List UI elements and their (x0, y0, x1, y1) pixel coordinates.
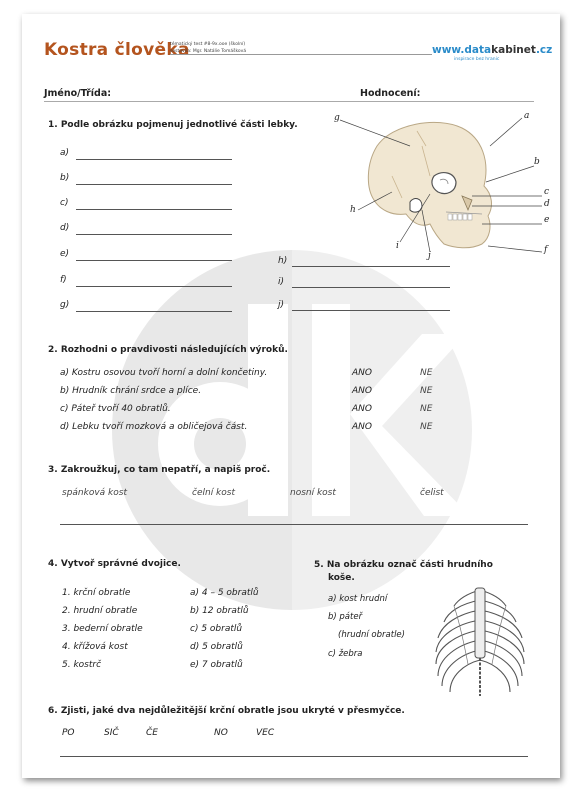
q4-right-b: b) 12 obratlů (190, 606, 249, 616)
q2-no-c[interactable]: NE (420, 404, 433, 414)
q4-left-3: 3. bederní obratle (62, 624, 143, 634)
skull-label-d: d (544, 199, 550, 209)
q2-yes-b[interactable]: ANO (352, 386, 372, 396)
q1-label-j: j) (278, 300, 285, 310)
skull-label-f: f (544, 245, 548, 255)
question-3: 3. Zakroužkuj, co tam nepatří, a napiš proč. (48, 465, 271, 475)
skull-label-g: g (334, 113, 340, 123)
q2-no-a[interactable]: NE (420, 368, 433, 378)
q4-left-2: 2. hrudní obratle (62, 606, 138, 616)
q2-statement-b: b) Hrudník chrání srdce a plíce. (60, 386, 202, 396)
q1-label-g: g) (60, 300, 70, 310)
grade-label: Hodnocení: (360, 88, 421, 99)
q3-word-1[interactable]: spánková kost (62, 488, 127, 498)
q5-item-b-note: (hrudní obratle) (338, 630, 405, 640)
question-5 (314, 559, 493, 585)
q1-answer-line-e[interactable] (76, 260, 232, 261)
name-label: Jméno/Třída: (44, 88, 112, 99)
skull-label-i: i (396, 241, 399, 251)
q6-answer-line[interactable] (60, 756, 528, 757)
site-tagline: inspirace bez hranic (454, 57, 500, 62)
q2-statement-a: a) Kostru osovou tvoří horní a dolní končetiny. (60, 368, 268, 378)
site-part-2: kabinet (491, 44, 536, 56)
skull-label-c: c (544, 187, 550, 197)
worksheet-page (22, 14, 560, 778)
q4-right-e: e) 7 obratlů (190, 660, 243, 670)
question-1: 1. Podle obrázku pojmenuj jednotlivé části lebky. (48, 120, 298, 130)
question-6: 6. Zjisti, jaké dva nejdůležitější krční obratle jsou ukryté v přesmyčce. (48, 706, 405, 716)
skull-label-h: h (350, 205, 356, 215)
q2-yes-a[interactable]: ANO (352, 368, 372, 378)
skull-illustration (322, 106, 550, 261)
q5-item-b: b) páteř (328, 612, 363, 622)
q4-right-a: a) 4 – 5 obratlů (190, 588, 259, 598)
q3-answer-line[interactable] (60, 524, 528, 525)
q2-no-b[interactable]: NE (420, 386, 433, 396)
q6-syllable-1: PO (62, 728, 75, 738)
q6-syllable-3: ČE (146, 728, 158, 738)
q5-item-a: a) kost hrudní (328, 594, 388, 604)
site-part-1: www.data (432, 44, 492, 56)
q1-label-d: d) (60, 223, 70, 233)
q1-label-a: a) (60, 148, 70, 158)
q2-yes-d[interactable]: ANO (352, 422, 372, 432)
q1-answer-line-j[interactable] (292, 310, 450, 311)
q1-answer-line-g[interactable] (76, 311, 232, 312)
q6-syllable-2: SIČ (104, 728, 119, 738)
q4-left-5: 5. kostrč (62, 660, 102, 670)
q1-answer-line-i[interactable] (292, 287, 450, 288)
q1-label-c: c) (60, 198, 69, 208)
question-2: 2. Rozhodni o pravdivosti následujících výroků. (48, 345, 288, 355)
site-logo-text (432, 44, 552, 56)
q2-statement-d: d) Lebku tvoří mozková a obličejová část. (60, 422, 248, 432)
q4-left-4: 4. křížová kost (62, 642, 128, 652)
q5-text-line-1: 5. Na obrázku označ části hrudního (314, 560, 493, 570)
skull-label-e: e (544, 215, 550, 225)
q1-answer-line-b[interactable] (76, 184, 232, 185)
q1-answer-line-a[interactable] (76, 159, 232, 160)
q1-label-h: h) (278, 256, 288, 266)
site-part-3: .cz (535, 44, 553, 56)
q3-word-3[interactable]: nosní kost (290, 488, 336, 498)
q2-no-d[interactable]: NE (420, 422, 433, 432)
q4-right-d: d) 5 obratlů (190, 642, 243, 652)
q5-text-line-2: koše. (328, 573, 355, 583)
meta-line-2: sestavila: Mgr. Natálie Tomášková (170, 48, 247, 54)
q6-syllable-4: NO (214, 728, 228, 738)
q1-answer-line-h[interactable] (292, 266, 450, 267)
q1-answer-line-d[interactable] (76, 234, 232, 235)
q1-answer-line-f[interactable] (76, 286, 232, 287)
q6-syllable-5: VEC (256, 728, 275, 738)
skull-label-j: j (428, 251, 431, 261)
meta-line-1: tématický test #8-9x.ooe (školní) (170, 42, 246, 47)
q1-label-i: i) (278, 277, 285, 287)
page-title: Kostra člověka (44, 40, 190, 60)
q4-left-1: 1. krční obratle (62, 588, 131, 598)
q1-label-e: e) (60, 249, 70, 259)
header-divider (170, 54, 432, 55)
q1-answer-line-c[interactable] (76, 209, 232, 210)
q2-statement-c: c) Páteř tvoří 40 obratlů. (60, 404, 171, 414)
q3-word-2[interactable]: čelní kost (192, 488, 235, 498)
q4-right-c: c) 5 obratlů (190, 624, 243, 634)
q2-yes-c[interactable]: ANO (352, 404, 372, 414)
skull-label-a: a (524, 111, 530, 121)
q1-label-f: f) (60, 275, 67, 285)
q1-label-b: b) (60, 173, 70, 183)
ribcage-illustration (430, 584, 530, 700)
skull-label-b: b (534, 157, 540, 167)
q3-word-4[interactable]: čelist (420, 488, 444, 498)
question-4: 4. Vytvoř správné dvojice. (48, 559, 181, 569)
q5-item-c: c) žebra (328, 649, 363, 659)
name-divider (44, 101, 534, 102)
